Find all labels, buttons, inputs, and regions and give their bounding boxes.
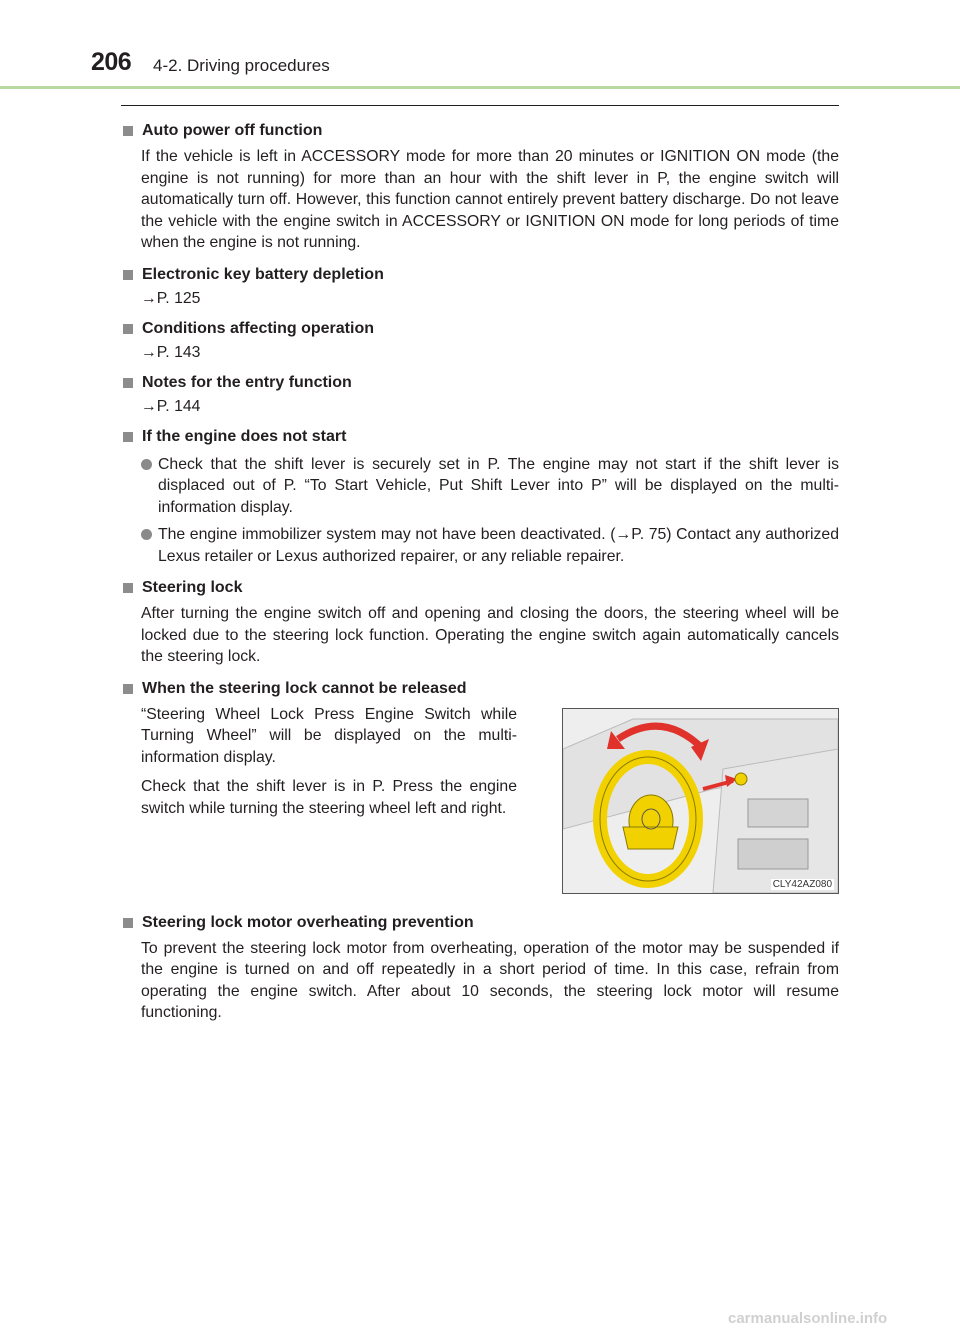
watermark: carmanualsonline.info bbox=[728, 1310, 888, 1327]
section-lock-release bbox=[121, 678, 839, 894]
section-overheat bbox=[121, 912, 839, 1024]
section-paragraph: “Steering Wheel Lock Press Engine Switch while Turning Wheel” will be displayed on the multi-information display. bbox=[141, 705, 517, 766]
steering-wheel-drawing bbox=[563, 709, 838, 893]
round-bullet-icon bbox=[141, 529, 152, 540]
figure-code: CLY42AZ080 bbox=[772, 878, 832, 890]
section-conditions bbox=[121, 318, 839, 362]
section-engine-not-start bbox=[121, 426, 839, 568]
content-top-rule bbox=[121, 105, 839, 106]
round-bullet-icon bbox=[141, 459, 152, 470]
header-rule bbox=[0, 86, 960, 89]
section-key-battery bbox=[121, 264, 839, 308]
section-paragraph: Check that the shift lever is in P. Press the engine switch while turning the steering wheel left and right. bbox=[141, 778, 517, 817]
page-reference-link[interactable]: →P. 125 bbox=[141, 289, 201, 307]
section-heading: Steering lock motor overheating prevention bbox=[142, 913, 474, 931]
page-header bbox=[0, 0, 960, 90]
page-number: 206 bbox=[91, 48, 132, 76]
section-heading: If the engine does not start bbox=[142, 427, 347, 445]
square-bullet-icon bbox=[123, 324, 133, 334]
section-heading: When the steering lock cannot be released bbox=[142, 679, 467, 697]
section-text: If the vehicle is left in ACCESSORY mode for more than 20 minutes or IGNITION ON mode (the engine is not running) for more than an hour with the shift lever in P, the engine switch will automatically turn off. However, this function cannot entirely prevent battery discharge. Do not leave the vehicle with the engine switch in ACCESSORY or IGNITION ON mode for long periods of time when the engine is not running. bbox=[141, 148, 839, 251]
steering-wheel-illustration bbox=[562, 708, 839, 894]
page-content bbox=[121, 120, 839, 1034]
square-bullet-icon bbox=[123, 583, 133, 593]
section-heading: Steering lock bbox=[142, 579, 243, 596]
section-heading: Conditions affecting operation bbox=[142, 319, 374, 337]
square-bullet-icon bbox=[123, 378, 133, 388]
page-reference-link[interactable]: →P. 144 bbox=[141, 397, 201, 415]
section-steering-lock bbox=[121, 577, 839, 668]
square-bullet-icon bbox=[123, 432, 133, 442]
section-heading: Notes for the entry function bbox=[142, 373, 352, 391]
section-heading: Auto power off function bbox=[142, 122, 323, 139]
section-title: 4-2. Driving procedures bbox=[153, 56, 330, 75]
list-item: Check that the shift lever is securely set in P. The engine may not start if the shift lever is displaced out of P. “To Start Vehicle, Put Shift Lever into P” will be displayed on the multi-information display. bbox=[141, 454, 839, 519]
square-bullet-icon bbox=[123, 270, 133, 280]
section-text: To prevent the steering lock motor from overheating, operation of the motor may be suspended if the engine is turned on and off repeatedly in a short period of time. In this case, refrain from operating the engine switch. After about 10 seconds, the steering lock motor will resume functioning. bbox=[141, 939, 839, 1021]
square-bullet-icon bbox=[123, 684, 133, 694]
square-bullet-icon bbox=[123, 126, 133, 136]
square-bullet-icon bbox=[123, 918, 133, 928]
section-text: After turning the engine switch off and opening and closing the doors, the steering wheel will be locked due to the steering lock function. Operating the engine switch again automatically cancels the steering lock. bbox=[141, 605, 839, 665]
section-auto-power-off bbox=[121, 120, 839, 254]
list-item: The engine immobilizer system may not have been deactivated. (→P. 75) Contact any authorized Lexus retailer or Lexus authorized repairer, or any reliable repairer. bbox=[141, 524, 839, 567]
section-heading: Electronic key battery depletion bbox=[142, 265, 384, 283]
section-entry-notes bbox=[121, 372, 839, 416]
page-reference-link[interactable]: →P. 143 bbox=[141, 343, 201, 361]
